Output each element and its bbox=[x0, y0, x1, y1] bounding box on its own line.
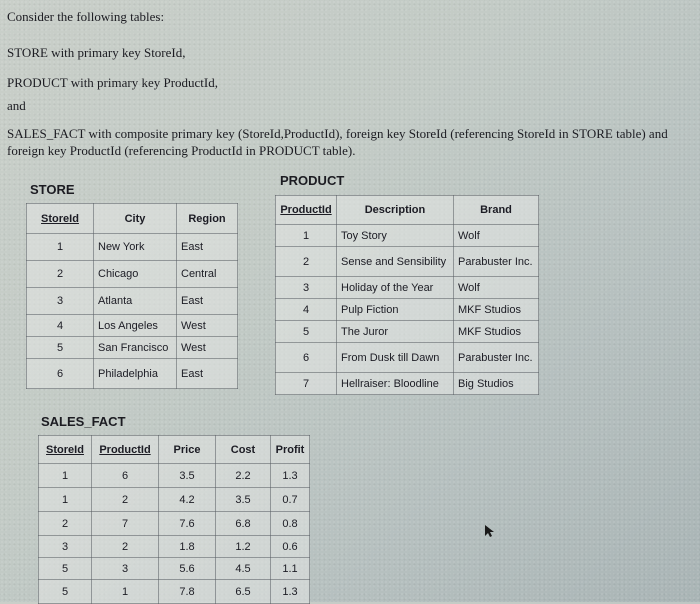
sales-cell: 3.5 bbox=[216, 488, 271, 512]
product-cell: MKF Studios bbox=[454, 299, 539, 321]
product-cell: Wolf bbox=[454, 225, 539, 247]
sales-cell: 7.8 bbox=[159, 580, 216, 604]
sales-cell: 3 bbox=[92, 558, 159, 580]
product-header-row bbox=[276, 196, 539, 225]
product-cell: Sense and Sensibility bbox=[337, 247, 454, 277]
sales-cell: 2 bbox=[92, 536, 159, 558]
table-row bbox=[276, 373, 539, 395]
sales-fact-table bbox=[38, 435, 310, 604]
product-cell: Hellraiser: Bloodline bbox=[337, 373, 454, 395]
sales-header-row bbox=[39, 436, 310, 464]
product-cell: 2 bbox=[276, 247, 337, 277]
sales-cell: 4.5 bbox=[216, 558, 271, 580]
table-row bbox=[27, 315, 238, 337]
product-header-description: Description bbox=[337, 196, 454, 225]
store-cell: 3 bbox=[27, 288, 94, 315]
store-cell: 1 bbox=[27, 234, 94, 261]
sales-cell: 5 bbox=[39, 580, 92, 604]
table-row bbox=[276, 225, 539, 247]
sales-cell: 1 bbox=[39, 464, 92, 488]
sales-cell: 7 bbox=[92, 512, 159, 536]
product-header-productid: ProductId bbox=[276, 196, 337, 225]
table-row bbox=[276, 321, 539, 343]
table-row bbox=[27, 359, 238, 389]
table-row bbox=[276, 299, 539, 321]
product-cell: Wolf bbox=[454, 277, 539, 299]
product-cell: Holiday of the Year bbox=[337, 277, 454, 299]
sales-cell: 1 bbox=[92, 580, 159, 604]
sales-cell: 2 bbox=[92, 488, 159, 512]
product-cell: MKF Studios bbox=[454, 321, 539, 343]
store-cell: East bbox=[177, 359, 238, 389]
store-cell: 4 bbox=[27, 315, 94, 337]
product-cell: From Dusk till Dawn bbox=[337, 343, 454, 373]
table-row bbox=[39, 464, 310, 488]
store-cell: Philadelphia bbox=[94, 359, 177, 389]
sales-cell: 1.8 bbox=[159, 536, 216, 558]
store-cell: Atlanta bbox=[94, 288, 177, 315]
sales-cell: 7.6 bbox=[159, 512, 216, 536]
product-cell: 4 bbox=[276, 299, 337, 321]
intro-line-4: and bbox=[7, 98, 26, 113]
product-title: PRODUCT bbox=[280, 173, 345, 188]
sales-cell: 0.6 bbox=[271, 536, 310, 558]
table-row bbox=[39, 580, 310, 604]
sales-cell: 6.8 bbox=[216, 512, 271, 536]
product-cell: 3 bbox=[276, 277, 337, 299]
sales-cell: 6 bbox=[92, 464, 159, 488]
sales-title: SALES_FACT bbox=[41, 414, 126, 429]
product-cell: The Juror bbox=[337, 321, 454, 343]
sales-cell: 0.7 bbox=[271, 488, 310, 512]
mouse-pointer-icon bbox=[484, 524, 496, 538]
store-table bbox=[26, 203, 238, 389]
store-title: STORE bbox=[30, 182, 75, 197]
product-table bbox=[275, 195, 539, 395]
intro-line-1: Consider the following tables: bbox=[7, 9, 165, 24]
store-cell: East bbox=[177, 288, 238, 315]
sales-header-profit: Profit bbox=[271, 436, 310, 464]
product-cell: 6 bbox=[276, 343, 337, 373]
sales-header-productid: ProductId bbox=[92, 436, 159, 464]
sales-cell: 3 bbox=[39, 536, 92, 558]
table-row bbox=[39, 512, 310, 536]
intro-line-5: SALES_FACT with composite primary key (StoreId,ProductId), foreign key StoreId (referencing StoreId in STORE table) and foreign key ProductId (referencing ProductId in PRODUCT table). bbox=[7, 126, 668, 158]
sales-cell: 1.3 bbox=[271, 580, 310, 604]
sales-header-price: Price bbox=[159, 436, 216, 464]
store-cell: 5 bbox=[27, 337, 94, 359]
sales-cell: 1.2 bbox=[216, 536, 271, 558]
table-row bbox=[39, 558, 310, 580]
sales-cell: 5.6 bbox=[159, 558, 216, 580]
sales-cell: 1.3 bbox=[271, 464, 310, 488]
table-row bbox=[27, 261, 238, 288]
store-cell: East bbox=[177, 234, 238, 261]
store-cell: 2 bbox=[27, 261, 94, 288]
sales-header-storeid: StoreId bbox=[39, 436, 92, 464]
sales-cell: 6.5 bbox=[216, 580, 271, 604]
store-cell: New York bbox=[94, 234, 177, 261]
table-row bbox=[39, 536, 310, 558]
store-cell: West bbox=[177, 337, 238, 359]
sales-cell: 0.8 bbox=[271, 512, 310, 536]
product-cell: Big Studios bbox=[454, 373, 539, 395]
store-cell: West bbox=[177, 315, 238, 337]
sales-cell: 2 bbox=[39, 512, 92, 536]
store-header-region: Region bbox=[177, 204, 238, 234]
sales-cell: 2.2 bbox=[216, 464, 271, 488]
product-cell: Parabuster Inc. bbox=[454, 247, 539, 277]
store-cell: 6 bbox=[27, 359, 94, 389]
store-header-row bbox=[27, 204, 238, 234]
table-row bbox=[276, 277, 539, 299]
product-cell: 5 bbox=[276, 321, 337, 343]
product-cell: 7 bbox=[276, 373, 337, 395]
store-header-storeid: StoreId bbox=[27, 204, 94, 234]
table-row bbox=[276, 343, 539, 373]
product-header-brand: Brand bbox=[454, 196, 539, 225]
sales-cell: 4.2 bbox=[159, 488, 216, 512]
table-row bbox=[27, 337, 238, 359]
store-cell: Chicago bbox=[94, 261, 177, 288]
intro-line-2: STORE with primary key StoreId, bbox=[7, 45, 186, 60]
store-header-city: City bbox=[94, 204, 177, 234]
sales-cell: 1 bbox=[39, 488, 92, 512]
table-row bbox=[276, 247, 539, 277]
table-row bbox=[27, 288, 238, 315]
sales-cell: 1.1 bbox=[271, 558, 310, 580]
sales-cell: 5 bbox=[39, 558, 92, 580]
product-cell: Parabuster Inc. bbox=[454, 343, 539, 373]
table-row bbox=[39, 488, 310, 512]
sales-cell: 3.5 bbox=[159, 464, 216, 488]
store-cell: Los Angeles bbox=[94, 315, 177, 337]
product-cell: Pulp Fiction bbox=[337, 299, 454, 321]
store-cell: San Francisco bbox=[94, 337, 177, 359]
table-row bbox=[27, 234, 238, 261]
sales-header-cost: Cost bbox=[216, 436, 271, 464]
intro-line-3: PRODUCT with primary key ProductId, bbox=[7, 75, 218, 90]
store-cell: Central bbox=[177, 261, 238, 288]
product-cell: 1 bbox=[276, 225, 337, 247]
product-cell: Toy Story bbox=[337, 225, 454, 247]
